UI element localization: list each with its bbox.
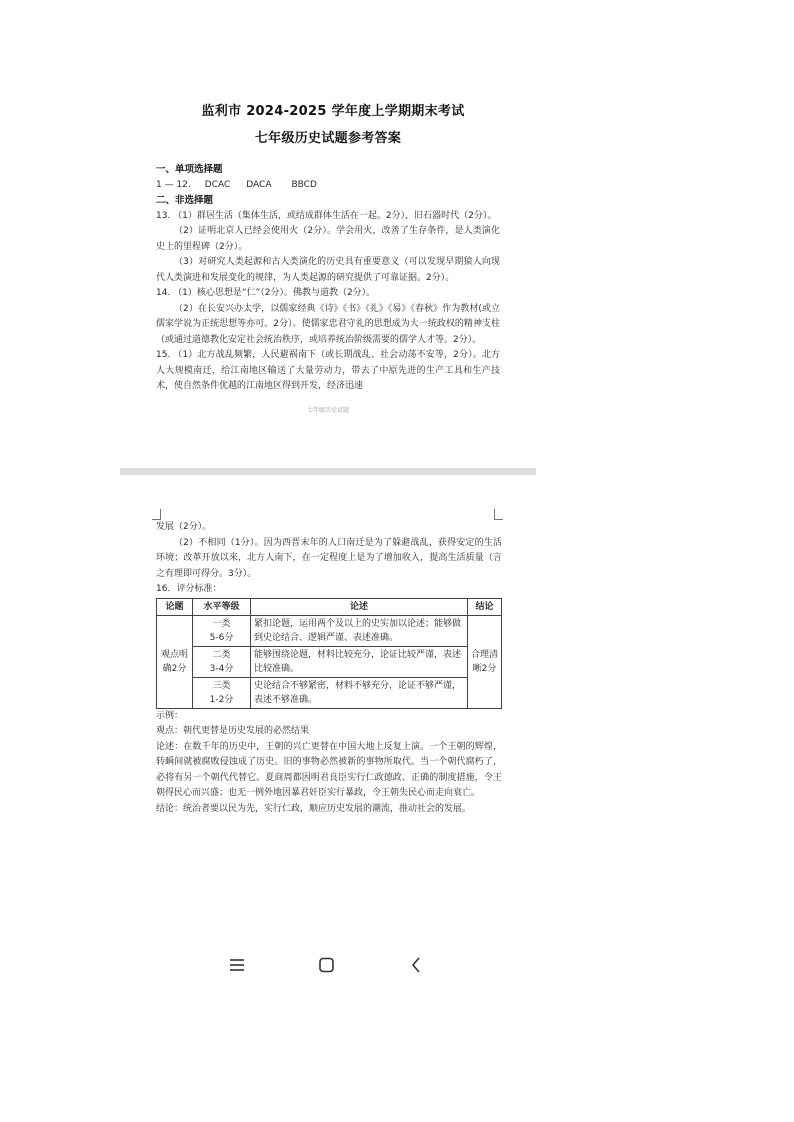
answer-15-1-cont: 发展（2分）。 [156, 522, 212, 532]
table-header: 水平等级 [193, 598, 251, 615]
desc-cell: 紧扣论题，运用两个及以上的史实加以论述；能够做到史论结合、逻辑严谨、表述准确。 [251, 615, 468, 646]
level-cell: 二类 3-4分 [193, 646, 251, 677]
document-page-2 [156, 520, 502, 817]
answer-15-1: 15. （1）北方战乱频繁，人民避祸南下（或长期战乱、社会动荡不安等，2分）。北方人大规模南迁，给江南地区输送了大量劳动力，带去了中原先进的生产工具和生产技术，使自然条件优越的江南地区得到开发，经济迅速 [156, 350, 500, 391]
conclusion-cell: 合理清晰2分 [468, 615, 502, 708]
desc-cell: 能够围绕论题，材料比较充分，论证比较严谨，表述比较准确。 [251, 646, 468, 677]
table-row [157, 646, 502, 677]
example-conclusion: 结论：统治者要以民为先，实行仁政，顺应历史发展的潮流，推动社会的发展。 [156, 803, 472, 814]
answer-14-1: 14. （1）核心思想是“仁”（2分）。佛教与道教（2分）。 [156, 288, 376, 298]
table-header: 论述 [251, 598, 468, 615]
example-heading: 示例： [156, 710, 184, 721]
home-icon[interactable] [319, 955, 334, 975]
topic-cell: 观点明确2分 [157, 615, 193, 708]
example-viewpoint: 观点：朝代更替是历史发展的必然结果 [156, 726, 310, 736]
example-argument: 论述：在数千年的历史中，王朝的兴亡更替在中国大地上反复上演。一个王朝的辉煌，转瞬间就被腐败侵蚀成了历史。旧的事物必然被新的事物所取代。当一个朝代腐朽了，必将有另一个朝代代替它。夏商周都因明君良臣实行仁政德政、正确的制度措施，令王朝得民心而兴盛；也无一例外地因暴君奸臣实行暴政，令王朝失民心而走向衰亡。 [156, 741, 502, 798]
answer-13-2: （2）证明北京人已经会使用火（2分）。学会用火，改善了生存条件，是人类演化史上的里程碑（2分）。 [156, 226, 500, 252]
mcq-answers: 1 — 12. DCAC DACA BBCD [156, 179, 317, 190]
section-heading-nonchoice: 二、非选择题 [156, 195, 214, 206]
desc-cell: 史论结合不够紧密，材料不够充分，论证不够严谨，表述不够准确。 [251, 677, 468, 708]
page-divider [120, 468, 536, 475]
page-corner-mark [152, 509, 161, 520]
document-page-1 [156, 100, 500, 414]
grading-table [156, 598, 502, 709]
menu-icon[interactable] [229, 955, 245, 975]
page-footer: 七年级历史试题 [306, 406, 349, 414]
answer-16-heading: 16．评分标准： [156, 584, 222, 594]
exam-title: 监利市 2024-2025 学年度上学期期末考试 [201, 104, 465, 119]
level-cell: 三类 1-2分 [193, 677, 251, 708]
exam-subtitle: 七年级历史试题参考答案 [254, 131, 402, 146]
answer-13-1: 13. （1）群居生活（集体生活，或结成群体生活在一起。2分），旧石器时代（2分）。 [156, 210, 497, 221]
table-header: 论题 [157, 598, 193, 615]
answer-13-3: （3）对研究人类起源和古人类演化的历史具有重要意义（可以发现早期猿人向现代人类演进和发展变化的规律，为人类起源的研究提供了可靠证据。2分）。 [156, 257, 500, 283]
table-row [157, 615, 502, 646]
table-row [157, 677, 502, 708]
level-cell: 一类 5-6分 [193, 615, 251, 646]
answer-15-2: （2）不相同（1分）。因为西晋末年的人口南迁是为了躲避战乱，获得安定的生活环境；改革开放以来，北方人南下，在一定程度上是为了增加收入，提高生活质量（言之有理即可得分。3分）。 [156, 537, 502, 579]
back-icon[interactable] [410, 955, 422, 975]
page-corner-mark [494, 509, 503, 520]
section-heading-choice: 一、单项选择题 [156, 164, 223, 175]
answer-14-2: （2）在长安兴办太学，以儒家经典《诗》《书》《礼》《易》《春秋》作为教材(或立儒家学说为正统思想等亦可。2分）。使儒家忠君守礼的思想成为大一统政权的精神支柱（或通过道德教化安定社会统治秩序，或培养统治阶级需要的儒学人才等。2分）。 [156, 303, 500, 345]
table-header: 结论 [468, 598, 502, 615]
